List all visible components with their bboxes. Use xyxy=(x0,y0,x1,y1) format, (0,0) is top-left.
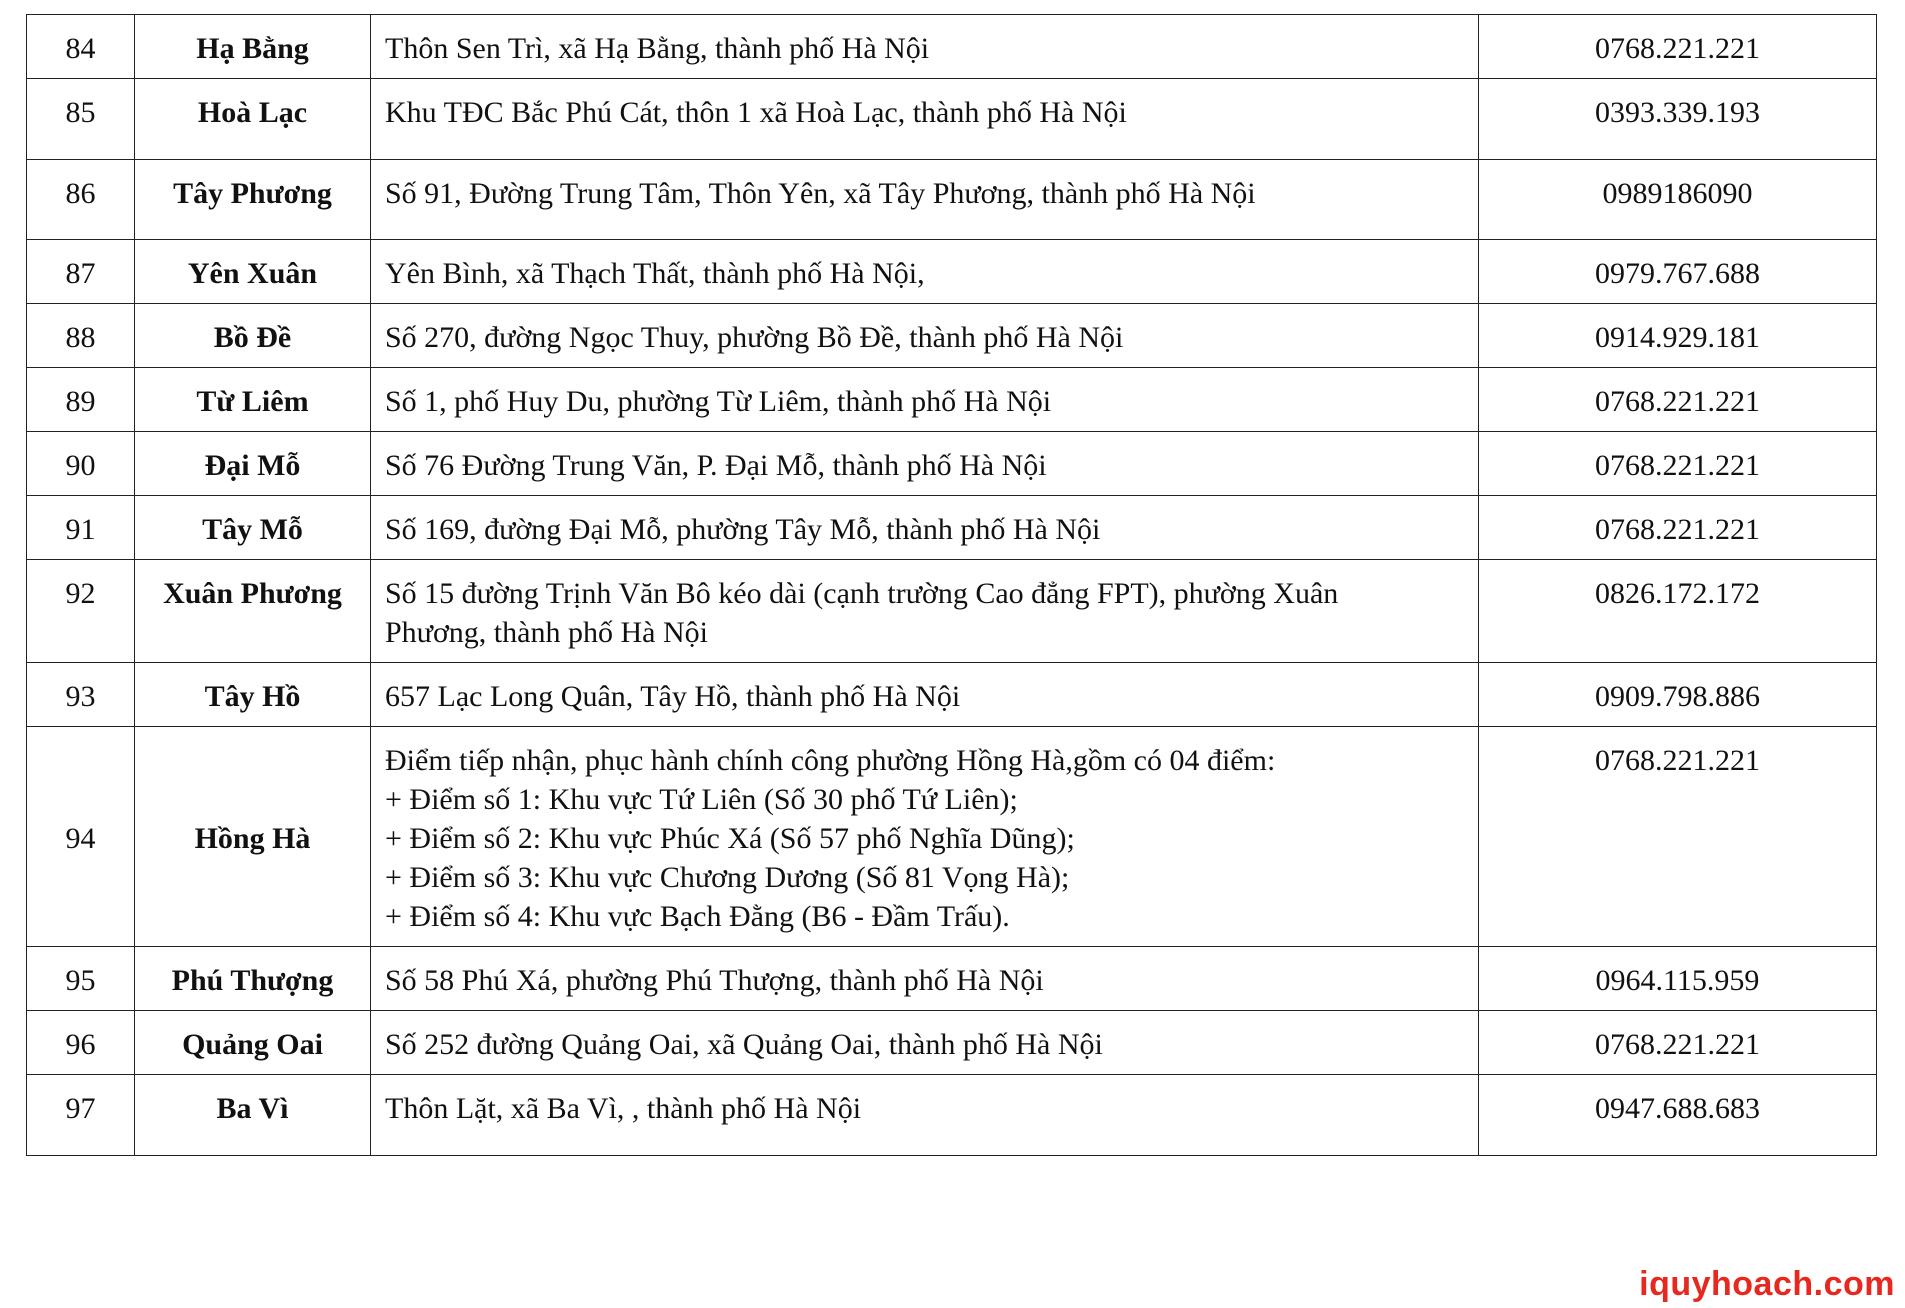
office-name: Hoà Lạc xyxy=(135,79,371,160)
office-address xyxy=(371,304,1479,368)
row-number: 89 xyxy=(27,368,135,432)
office-phone: 0768.221.221 xyxy=(1479,727,1877,947)
office-phone: 0989186090 xyxy=(1479,160,1877,240)
office-phone: 0393.339.193 xyxy=(1479,79,1877,160)
office-address xyxy=(371,240,1479,304)
row-number: 84 xyxy=(27,15,135,79)
office-phone: 0964.115.959 xyxy=(1479,947,1877,1011)
office-name: Tây Phương xyxy=(135,160,371,240)
row-number: 88 xyxy=(27,304,135,368)
address-line: Phương, thành phố Hà Nội xyxy=(385,616,708,649)
address-line: + Điểm số 3: Khu vực Chương Dương (Số 81 Vọng Hà); xyxy=(385,861,1070,894)
table-row xyxy=(27,79,1877,160)
office-name: Ba Vì xyxy=(135,1075,371,1156)
office-phone: 0768.221.221 xyxy=(1479,432,1877,496)
office-address xyxy=(371,1011,1479,1075)
office-name: Bồ Đề xyxy=(135,304,371,368)
address-line: Khu TĐC Bắc Phú Cát, thôn 1 xã Hoà Lạc, thành phố Hà Nội xyxy=(385,96,1127,129)
office-address xyxy=(371,496,1479,560)
table-row xyxy=(27,947,1877,1011)
table-row xyxy=(27,560,1877,663)
office-phone: 0909.798.886 xyxy=(1479,663,1877,727)
office-phone: 0979.767.688 xyxy=(1479,240,1877,304)
table-row xyxy=(27,15,1877,79)
office-name: Quảng Oai xyxy=(135,1011,371,1075)
address-line: Số 15 đường Trịnh Văn Bô kéo dài (cạnh trường Cao đẳng FPT), phường Xuân xyxy=(385,577,1339,610)
office-address xyxy=(371,160,1479,240)
office-name: Phú Thượng xyxy=(135,947,371,1011)
table-row xyxy=(27,432,1877,496)
office-name: Tây Hồ xyxy=(135,663,371,727)
address-line: Số 58 Phú Xá, phường Phú Thượng, thành phố Hà Nội xyxy=(385,964,1044,997)
row-number: 92 xyxy=(27,560,135,663)
table-row xyxy=(27,304,1877,368)
office-address xyxy=(371,560,1479,663)
office-name: Đại Mỗ xyxy=(135,432,371,496)
office-address xyxy=(371,15,1479,79)
office-address xyxy=(371,1075,1479,1156)
table-body xyxy=(27,15,1877,1156)
address-line: + Điểm số 4: Khu vực Bạch Đằng (B6 - Đầm Trấu). xyxy=(385,900,1010,933)
office-phone: 0826.172.172 xyxy=(1479,560,1877,663)
office-phone: 0768.221.221 xyxy=(1479,1011,1877,1075)
row-number: 96 xyxy=(27,1011,135,1075)
table-row xyxy=(27,240,1877,304)
office-address xyxy=(371,368,1479,432)
address-line: Thôn Lặt, xã Ba Vì, , thành phố Hà Nội xyxy=(385,1092,862,1125)
address-line: Thôn Sen Trì, xã Hạ Bằng, thành phố Hà Nội xyxy=(385,32,930,65)
address-line: Số 76 Đường Trung Văn, P. Đại Mỗ, thành phố Hà Nội xyxy=(385,449,1047,482)
address-line: 657 Lạc Long Quân, Tây Hồ, thành phố Hà Nội xyxy=(385,680,961,713)
address-line: Số 252 đường Quảng Oai, xã Quảng Oai, thành phố Hà Nội xyxy=(385,1028,1103,1061)
offices-table-container xyxy=(26,14,1876,1156)
table-row xyxy=(27,160,1877,240)
office-name: Yên Xuân xyxy=(135,240,371,304)
watermark-logo: iquyhoach.com xyxy=(1639,1265,1895,1303)
address-line: Số 270, đường Ngọc Thuy, phường Bồ Đề, thành phố Hà Nội xyxy=(385,321,1124,354)
office-name: Từ Liêm xyxy=(135,368,371,432)
table-row xyxy=(27,1011,1877,1075)
office-phone: 0947.688.683 xyxy=(1479,1075,1877,1156)
offices-table xyxy=(26,14,1877,1156)
address-line: Số 1, phố Huy Du, phường Từ Liêm, thành phố Hà Nội xyxy=(385,385,1052,418)
row-number: 86 xyxy=(27,160,135,240)
row-number: 87 xyxy=(27,240,135,304)
office-phone: 0914.929.181 xyxy=(1479,304,1877,368)
office-address xyxy=(371,727,1479,947)
office-address xyxy=(371,79,1479,160)
table-row xyxy=(27,368,1877,432)
office-name: Hồng Hà xyxy=(135,727,371,947)
address-line: Số 91, Đường Trung Tâm, Thôn Yên, xã Tây Phương, thành phố Hà Nội xyxy=(385,177,1256,210)
table-row xyxy=(27,727,1877,947)
office-address xyxy=(371,947,1479,1011)
office-address xyxy=(371,432,1479,496)
address-line: Số 169, đường Đại Mỗ, phường Tây Mỗ, thành phố Hà Nội xyxy=(385,513,1101,546)
office-address xyxy=(371,663,1479,727)
office-name: Hạ Bằng xyxy=(135,15,371,79)
office-phone: 0768.221.221 xyxy=(1479,15,1877,79)
row-number: 85 xyxy=(27,79,135,160)
table-row xyxy=(27,496,1877,560)
office-name: Xuân Phương xyxy=(135,560,371,663)
row-number: 97 xyxy=(27,1075,135,1156)
address-line: Điểm tiếp nhận, phục hành chính công phường Hồng Hà,gồm có 04 điểm: xyxy=(385,744,1276,777)
address-line: Yên Bình, xã Thạch Thất, thành phố Hà Nội, xyxy=(385,257,925,290)
table-row xyxy=(27,1075,1877,1156)
address-line: + Điểm số 2: Khu vực Phúc Xá (Số 57 phố Nghĩa Dũng); xyxy=(385,822,1075,855)
table-row xyxy=(27,663,1877,727)
office-phone: 0768.221.221 xyxy=(1479,368,1877,432)
row-number: 95 xyxy=(27,947,135,1011)
row-number: 90 xyxy=(27,432,135,496)
address-line: + Điểm số 1: Khu vực Tứ Liên (Số 30 phố Tứ Liên); xyxy=(385,783,1018,816)
row-number: 94 xyxy=(27,727,135,947)
row-number: 91 xyxy=(27,496,135,560)
row-number: 93 xyxy=(27,663,135,727)
office-phone: 0768.221.221 xyxy=(1479,496,1877,560)
office-name: Tây Mỗ xyxy=(135,496,371,560)
